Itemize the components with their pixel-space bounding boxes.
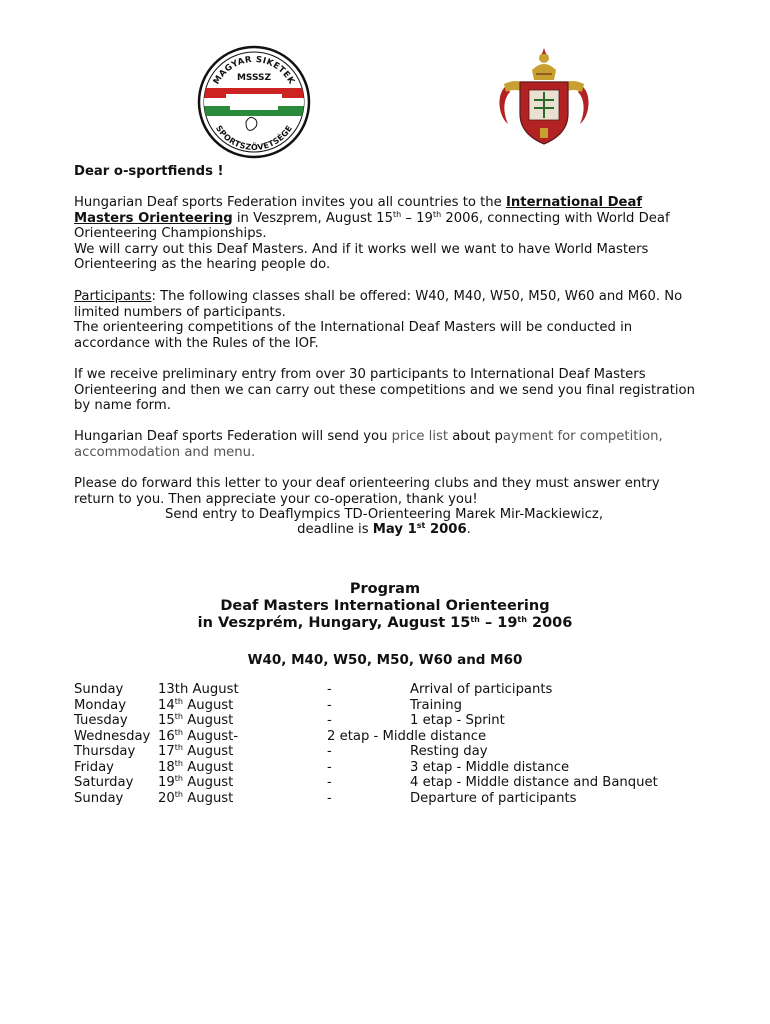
schedule-date: 19th August: [158, 774, 234, 790]
program-classes: W40, M40, W50, M50, W60 and M60: [247, 652, 523, 668]
schedule-activity: Resting day: [410, 744, 488, 759]
schedule-day: Tuesday: [74, 713, 128, 728]
participants-label: Participants: [74, 289, 152, 304]
schedule-dash: -: [327, 759, 332, 775]
paragraph-participants: Participants: The following classes shall be offered: W40, M40, W50, M50, W60 and M60. No limited numbers of participants. The orienteering competitions of the International Deaf Masters will be conducted in accordance with the Rules of the IOF.: [74, 289, 683, 351]
schedule-dash: -: [327, 713, 332, 728]
schedule-day: Monday: [74, 697, 127, 713]
schedule-date: 20th August: [158, 789, 234, 806]
paragraph-price-list: Hungarian Deaf sports Federation will send you price list about payment for competition, accommodation and menu.: [74, 429, 663, 460]
schedule-date: 15th August: [158, 712, 234, 728]
paragraph-forward: Please do forward this letter to your deaf orienteering clubs and they must answer entry return to you. Then appreciate your co-operation, thank you!: [74, 476, 660, 507]
schedule-date: 17th August: [158, 743, 234, 759]
schedule-dash: -: [327, 744, 332, 759]
paragraph-invitation: Hungarian Deaf sports Federation invites you all countries to the International Deaf Masters Orienteering in Veszprem, August 15th – 19th 2006, connecting with World Deaf Orienteering Championships. We will carry out this Deaf Masters. And if it works well we want to have World Masters Orienteering as the hearing people do.: [74, 195, 670, 272]
schedule-day: Thursday: [74, 744, 136, 759]
greeting: Dear o-sportfiends !: [74, 164, 224, 179]
schedule-dash: -: [327, 790, 332, 806]
schedule-date: 14th August: [158, 696, 234, 713]
msssz-logo-icon: [196, 44, 312, 160]
paragraph-entry: If we receive preliminary entry from over 30 participants to International Deaf Masters Orienteering and then we can carry out these competitions and we send you final registration by name form.: [74, 367, 695, 413]
logo-bottom-text: SPORTSZÖVETSÉGE: [213, 123, 295, 153]
schedule-activity: Departure of participants: [410, 790, 577, 806]
schedule-activity: Training: [410, 697, 463, 713]
schedule-activity: 4 etap - Middle distance and Banquet: [410, 775, 658, 790]
schedule-activity: 3 etap - Middle distance: [410, 759, 570, 775]
schedule-date: 16th August-: [158, 727, 239, 744]
event-name: International Deaf Masters Orienteering: [74, 195, 643, 226]
schedule-day: Sunday: [74, 790, 124, 806]
logo-center-text: MSSSZ: [236, 73, 272, 83]
schedule-activity: Arrival of participants: [410, 682, 553, 697]
schedule-date: 18th August: [158, 758, 234, 775]
program-title: Program: [349, 581, 421, 597]
program-location: in Veszprém, Hungary, August 15th – 19th 2006: [197, 615, 573, 631]
coat-of-arms-icon: [496, 44, 592, 148]
schedule-date: 13th August: [158, 682, 239, 697]
send-entry-line: Send entry to Deaflympics TD-Orienteering Marek Mir-Mackiewicz,: [164, 507, 604, 522]
schedule-day: Friday: [74, 759, 114, 775]
schedule-dash: -: [327, 697, 332, 713]
schedule-day: Wednesday: [74, 728, 151, 744]
schedule-day: Sunday: [74, 682, 124, 697]
logo-top-text: MAGYAR SIKETEK: [211, 54, 297, 87]
schedule-day: Saturday: [74, 775, 134, 790]
schedule-dash: -: [327, 682, 332, 697]
program-subtitle: Deaf Masters International Orienteering: [220, 598, 550, 614]
schedule-activity: 2 etap - Middle distance: [327, 728, 487, 744]
schedule-dash: -: [327, 775, 332, 790]
deadline-line: deadline is May 1st 2006.: [297, 521, 471, 537]
schedule-activity: 1 etap - Sprint: [410, 713, 505, 728]
